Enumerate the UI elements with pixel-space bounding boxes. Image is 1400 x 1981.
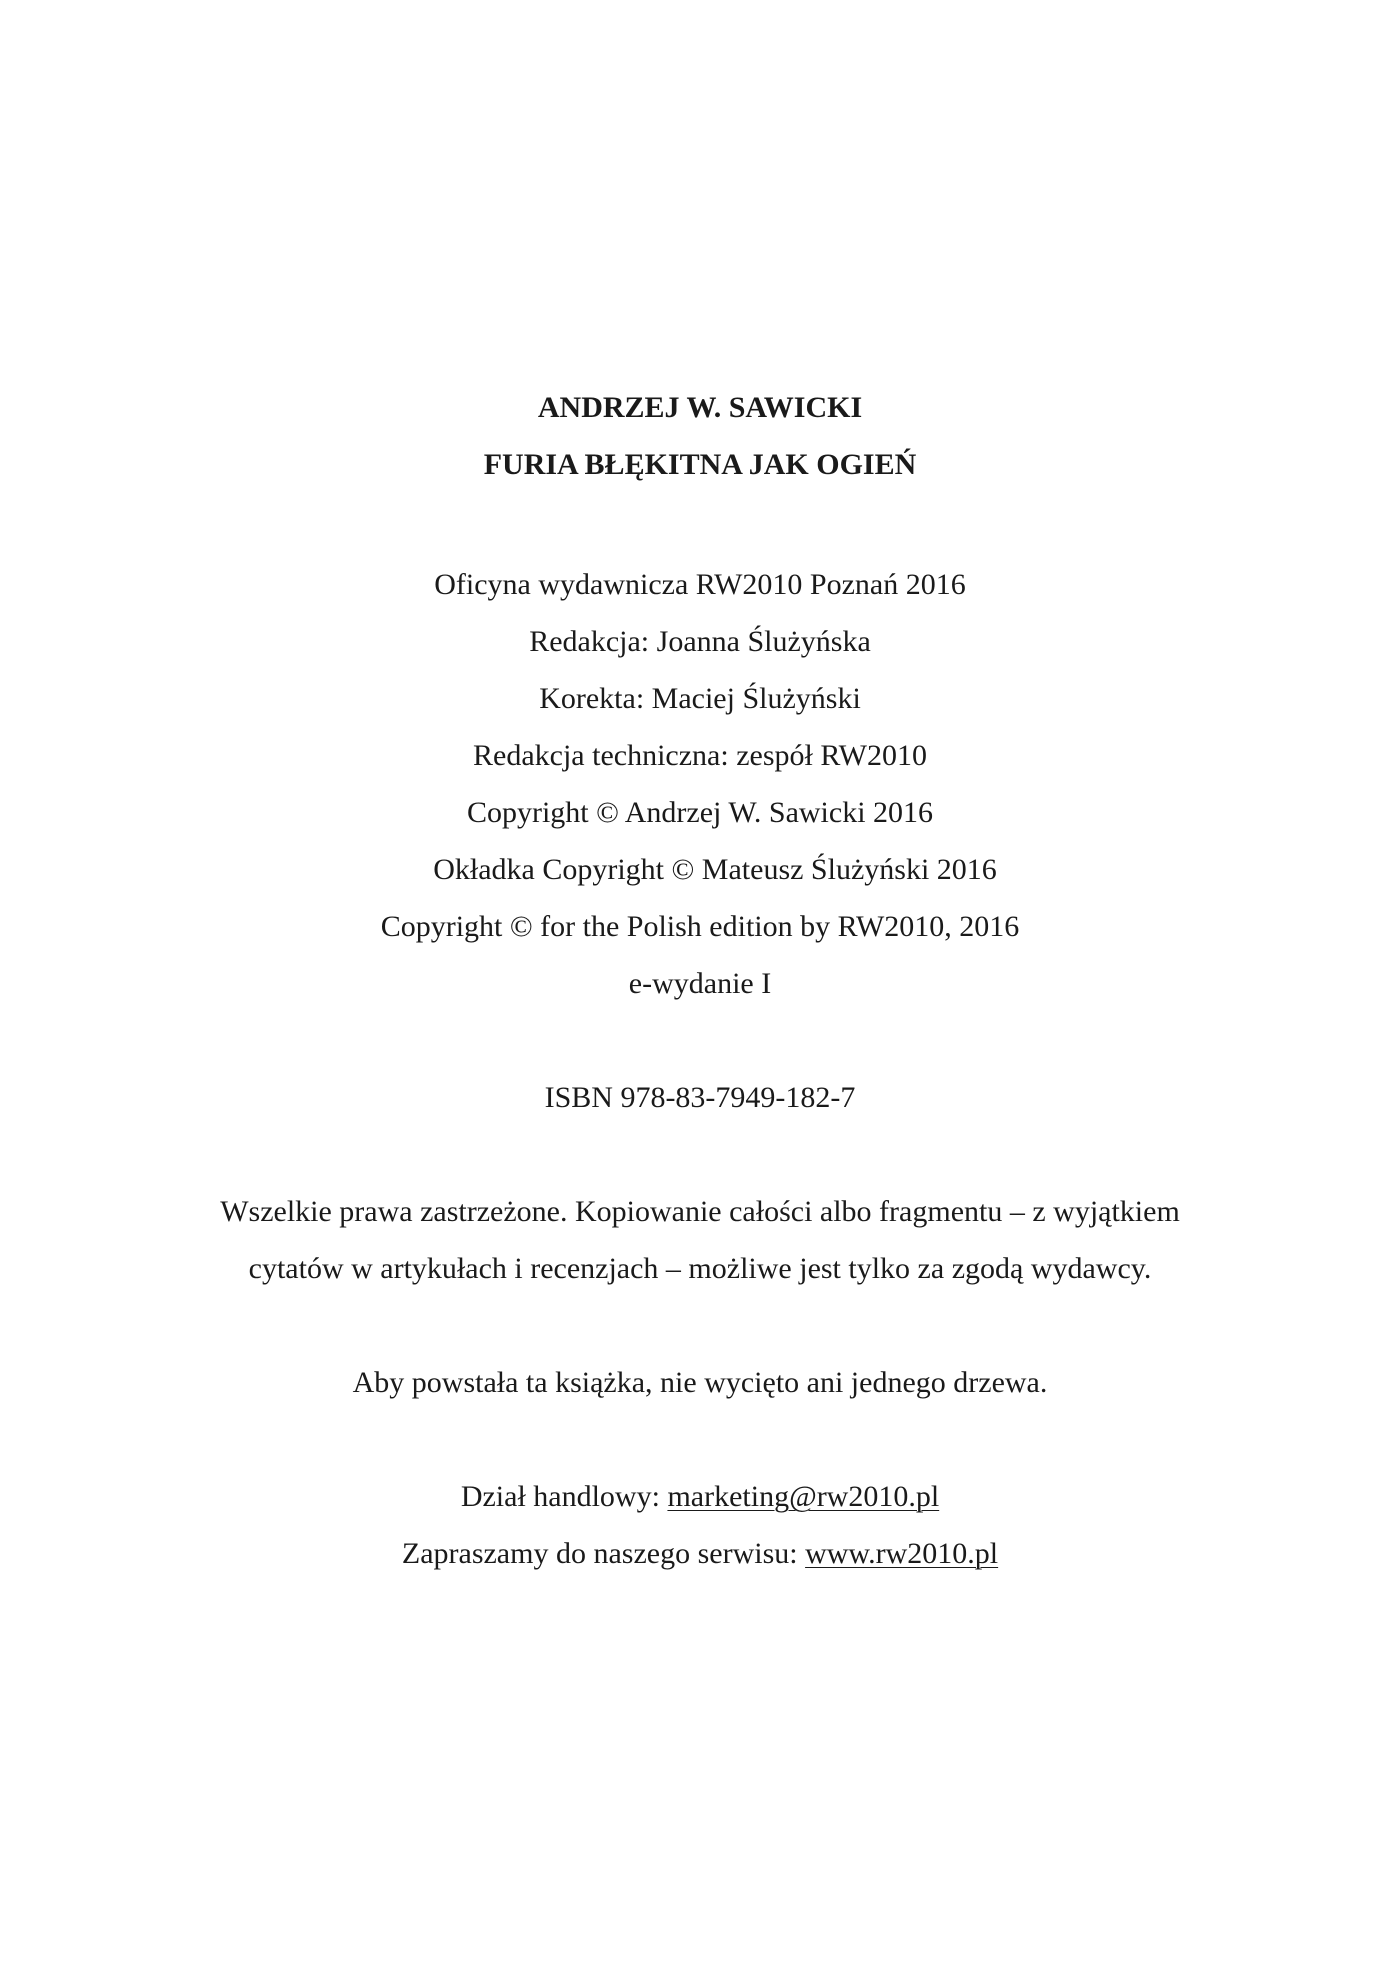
credit-copyright-cover: Okładka Copyright © Mateusz Ślużyński 2016 [433,853,997,886]
sales-email-link[interactable]: marketing@rw2010.pl [667,1480,940,1513]
credit-edition-number: e-wydanie I [628,967,772,1000]
author-name: ANDRZEJ W. SAWICKI [537,391,863,424]
website-link[interactable]: www.rw2010.pl [805,1537,999,1570]
credit-technical-editor: Redakcja techniczna: zespół RW2010 [473,739,927,772]
rights-line-1: Wszelkie prawa zastrzeżone. Kopiowanie całości albo fragmentu – z wyjątkiem [220,1195,1180,1228]
tree-note: Aby powstała ta książka, nie wycięto ani jednego drzewa. [352,1366,1048,1399]
website-contact [0,1534,1400,1574]
rights-line-2: cytatów w artykułach i recenzjach – możliwe jest tylko za zgodą wydawcy. [248,1252,1152,1285]
credit-editor: Redakcja: Joanna Ślużyńska [529,625,871,658]
sales-contact-label: Dział handlowy: [460,1480,668,1513]
credit-publisher: Oficyna wydawnicza RW2010 Poznań 2016 [434,568,966,601]
isbn: ISBN 978-83-7949-182-7 [544,1081,856,1114]
credit-proofreader: Korekta: Maciej Ślużyński [539,682,861,715]
credit-copyright-author: Copyright © Andrzej W. Sawicki 2016 [466,796,934,829]
website-contact-label: Zapraszamy do naszego serwisu: [401,1537,806,1570]
book-title: FURIA BŁĘKITNA JAK OGIEŃ [483,448,917,481]
sales-contact [0,1477,1400,1517]
credit-copyright-edition: Copyright © for the Polish edition by RW2010, 2016 [380,910,1020,943]
